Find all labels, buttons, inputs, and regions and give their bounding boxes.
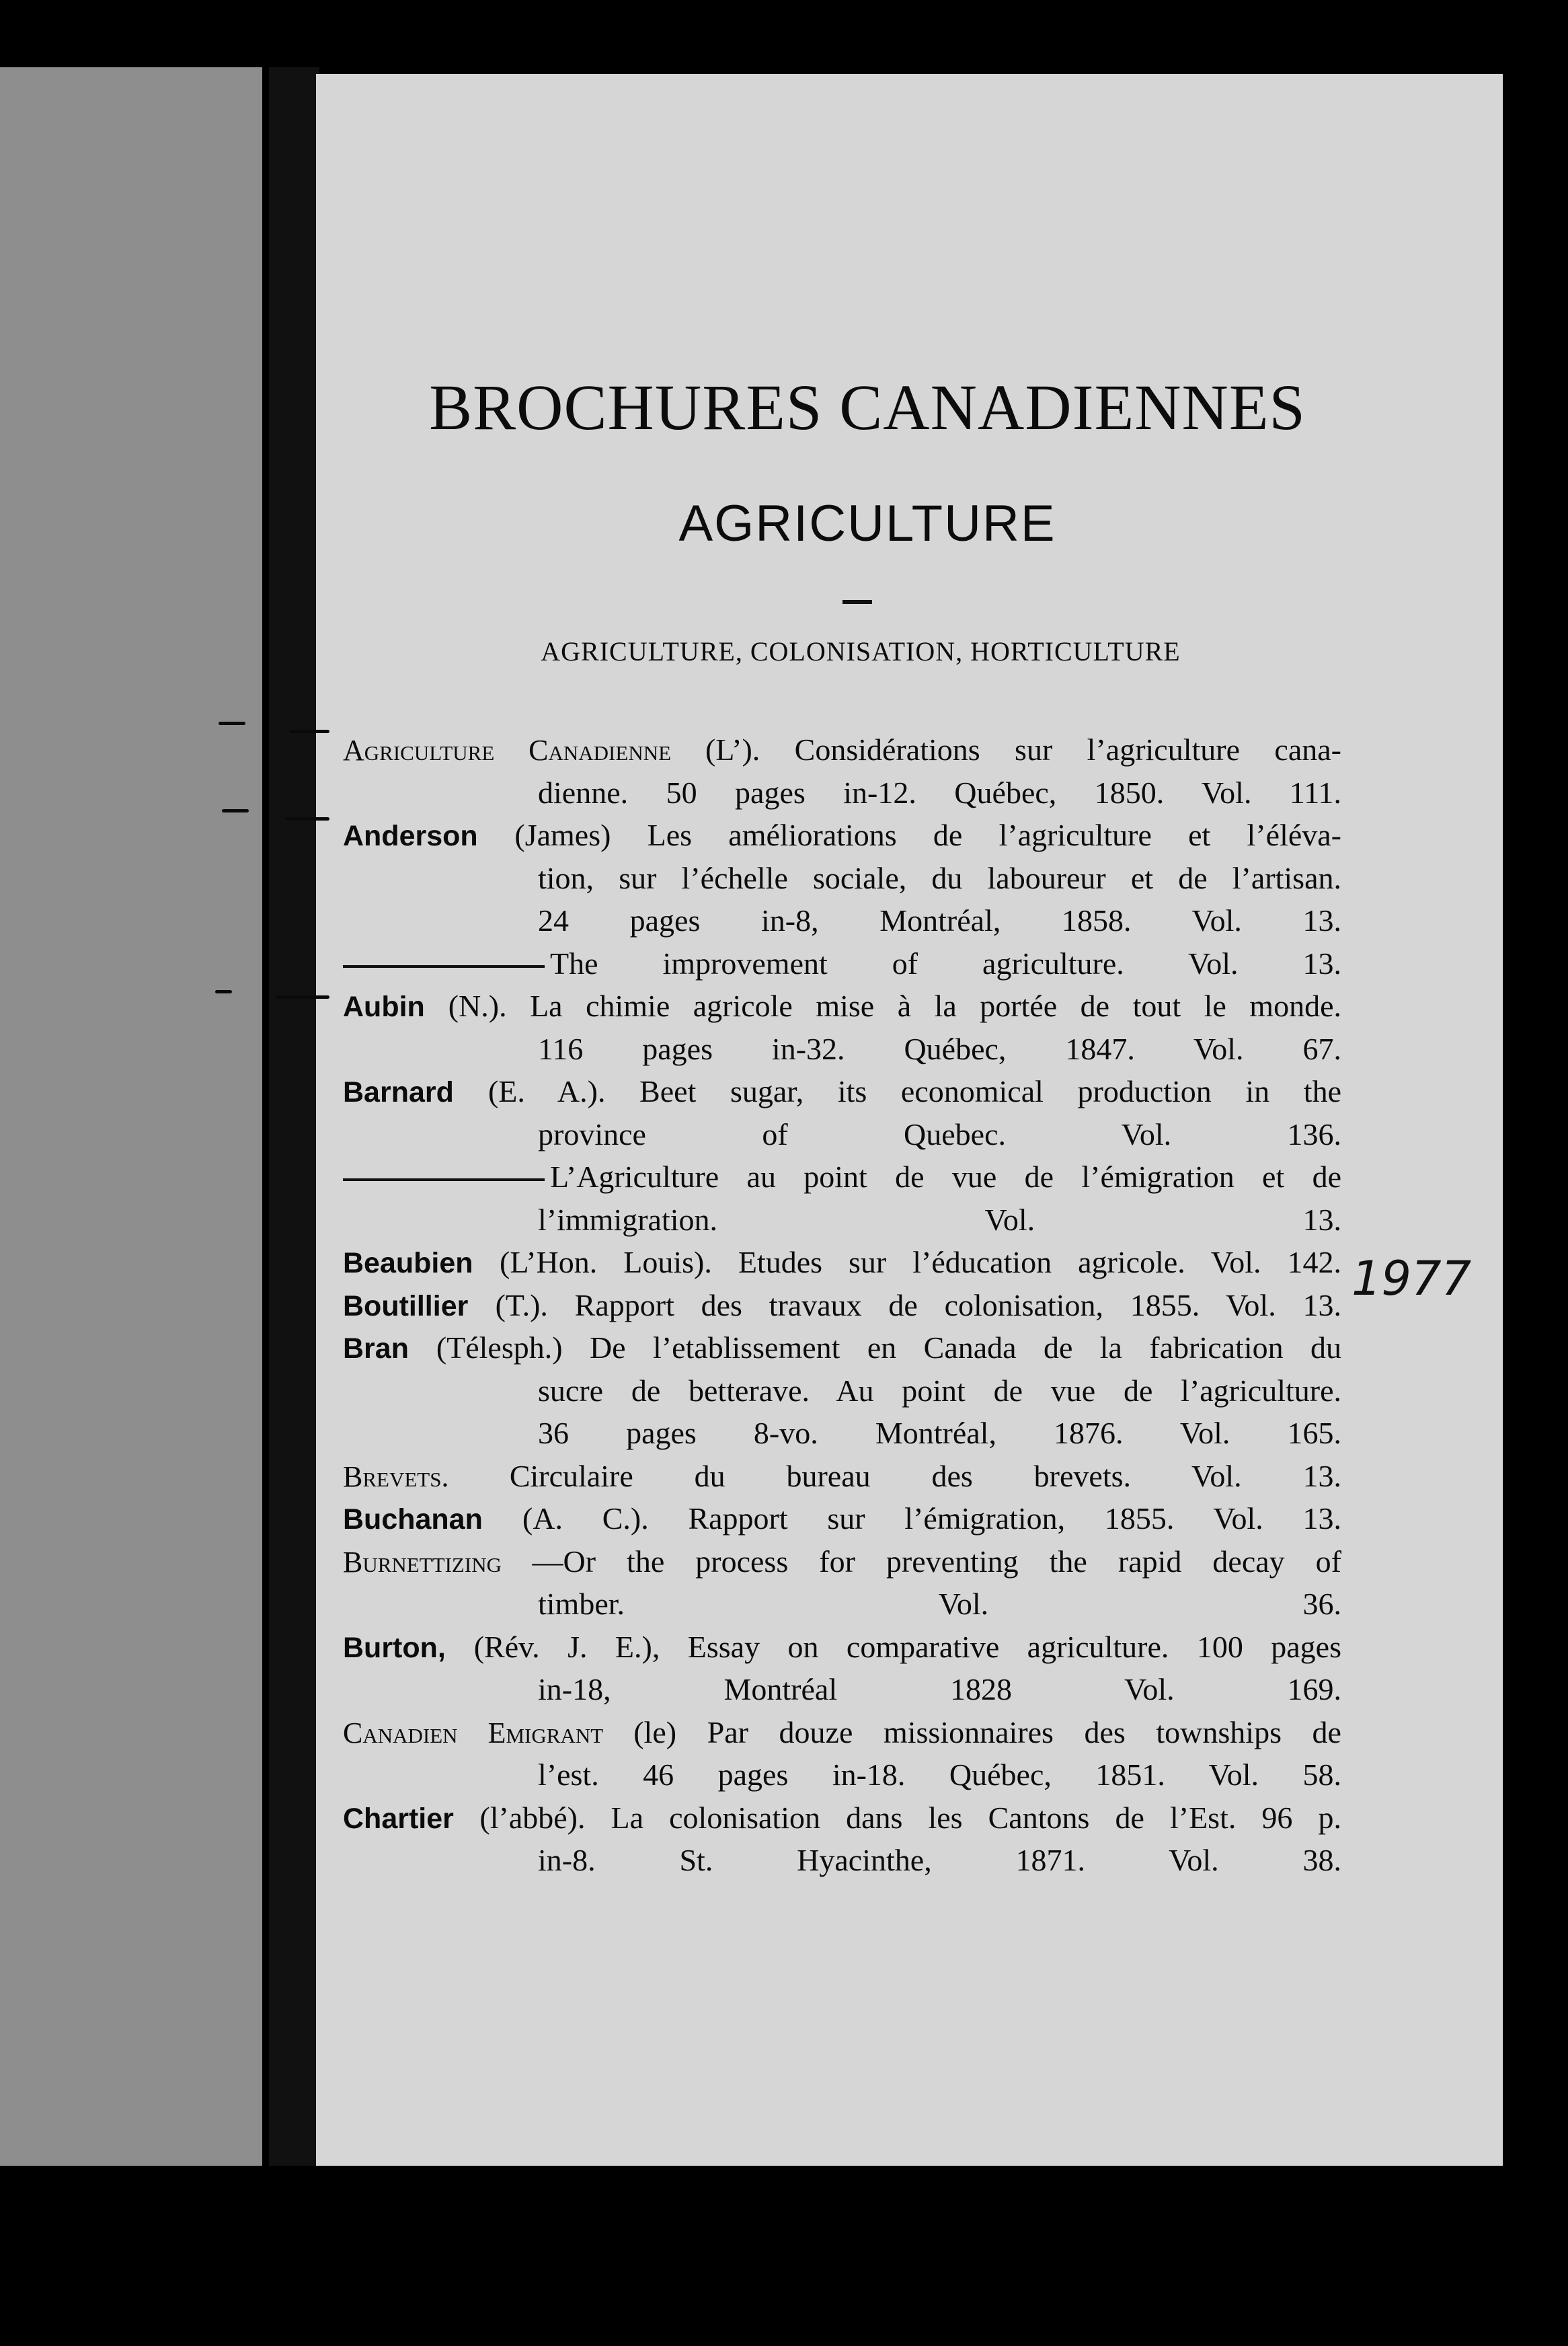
book-spine (269, 67, 319, 2166)
entry-author: Boutillier (343, 1289, 496, 1322)
entry-author: Beaubien (343, 1247, 500, 1279)
catalog-entry (343, 1157, 1341, 1197)
entry-author: Agriculture Canadienne (343, 734, 705, 767)
entry-description: (James) Les améliorations de l’agriculture et l’éléva- (514, 818, 1342, 852)
entry-continuation: tion, sur l’échelle sociale, du laboureur et de l’artisan. (538, 860, 1341, 895)
entry-continuation: sucre de betterave. Au point de vue de l’agriculture. (538, 1373, 1341, 1408)
facing-page-edge (0, 67, 262, 2166)
catalog-entry (343, 1627, 1341, 1668)
entry-description: (L’). Considérations sur l’agriculture cana- (705, 732, 1341, 767)
margin-arrow-mark (219, 722, 245, 725)
margin-arrow-mark (276, 995, 329, 999)
entry-description: (le) Par douze missionnaires des townships de (633, 1714, 1341, 1749)
ditto-rule (343, 965, 545, 968)
section-heading: AGRICULTURE, COLONISATION, HORTICULTURE (541, 636, 1181, 667)
entry-author: Anderson (343, 820, 515, 852)
margin-arrow-mark (222, 809, 249, 812)
entry-description: Circulaire du bureau des brevets. Vol. 13. (509, 1458, 1341, 1493)
entry-author: Burton, (343, 1631, 474, 1664)
entry-description: —Or the process for preventing the rapid decay of (532, 1544, 1342, 1579)
entry-author: Buchanan (343, 1503, 523, 1536)
catalog-entry (343, 944, 1341, 984)
document-page (316, 74, 1503, 2166)
entry-author: Aubin (343, 991, 448, 1023)
entry-continuation: in-18, Montréal 1828 Vol. 169. (538, 1672, 1341, 1706)
entry-author: Brevets. (343, 1460, 510, 1493)
catalog-entry (343, 815, 1341, 856)
entry-author: Burnettizing (343, 1545, 533, 1579)
entry-continuation: l’est. 46 pages in-18. Québec, 1851. Vol. 58. (538, 1757, 1341, 1792)
entry-description: (l’abbé). La colonisation dans les Cantons de l’Est. 96 p. (479, 1800, 1341, 1835)
entry-continuation: 36 pages 8-vo. Montréal, 1876. Vol. 165. (538, 1416, 1341, 1450)
entry-description: (Rév. J. E.), Essay on comparative agriculture. 100 pages (473, 1629, 1341, 1664)
entry-author: Barnard (343, 1076, 488, 1108)
catalog-entry (343, 1328, 1341, 1369)
margin-arrow-mark (286, 817, 329, 821)
entry-author: Canadien Emigrant (343, 1716, 634, 1749)
entry-list (316, 74, 1503, 2166)
catalog-entry (343, 1242, 1341, 1283)
catalog-entry (343, 1798, 1341, 1839)
catalog-entry (343, 1456, 1341, 1497)
entry-description: (E. A.). Beet sugar, its economical production in the (487, 1074, 1341, 1108)
entry-continuation: province of Quebec. Vol. 136. (538, 1117, 1341, 1151)
page-title: BROCHURES CANADIENNES (429, 371, 1306, 443)
entry-continuation: 116 pages in-32. Québec, 1847. Vol. 67. (538, 1031, 1341, 1066)
entry-continuation: l’immigration. Vol. 13. (538, 1202, 1341, 1237)
entry-continuation: dienne. 50 pages in-12. Québec, 1850. Vol. 111. (538, 775, 1341, 810)
ditto-rule (343, 1178, 545, 1181)
catalog-entry (343, 1499, 1341, 1540)
page-subtitle: AGRICULTURE (678, 495, 1056, 552)
entry-author: Bran (343, 1332, 436, 1365)
entry-continuation: in-8. St. Hyacinthe, 1871. Vol. 38. (538, 1843, 1341, 1877)
catalog-entry (343, 730, 1341, 771)
margin-arrow-mark (289, 730, 329, 733)
catalog-entry (343, 986, 1341, 1027)
handwritten-margin-number: 1977 (1351, 1251, 1472, 1306)
entry-description: (N.). La chimie agricole mise à la portée de tout le monde. (448, 989, 1341, 1023)
catalog-entry (343, 1542, 1341, 1583)
entry-description: (T.). Rapport des travaux de colonisation, 1855. Vol. 13. (495, 1287, 1341, 1322)
entry-author: Chartier (343, 1802, 480, 1835)
entry-continuation: 24 pages in-8, Montréal, 1858. Vol. 13. (538, 903, 1341, 938)
entry-description: The improvement of agriculture. Vol. 13. (550, 946, 1341, 981)
catalog-entry (343, 1071, 1341, 1112)
entry-continuation: timber. Vol. 36. (538, 1587, 1341, 1621)
entry-description: (A. C.). Rapport sur l’émigration, 1855. Vol. 13. (522, 1501, 1341, 1536)
entry-description: L’Agriculture au point de vue de l’émigration et de (550, 1160, 1341, 1194)
margin-arrow-mark (215, 990, 232, 993)
catalog-entry (343, 1712, 1341, 1753)
entry-description: (L’Hon. Louis). Etudes sur l’éducation agricole. Vol. 142. (500, 1245, 1341, 1279)
catalog-entry (343, 1285, 1341, 1326)
entry-description: (Télesph.) De l’etablissement en Canada de la fabrication du (436, 1330, 1341, 1365)
